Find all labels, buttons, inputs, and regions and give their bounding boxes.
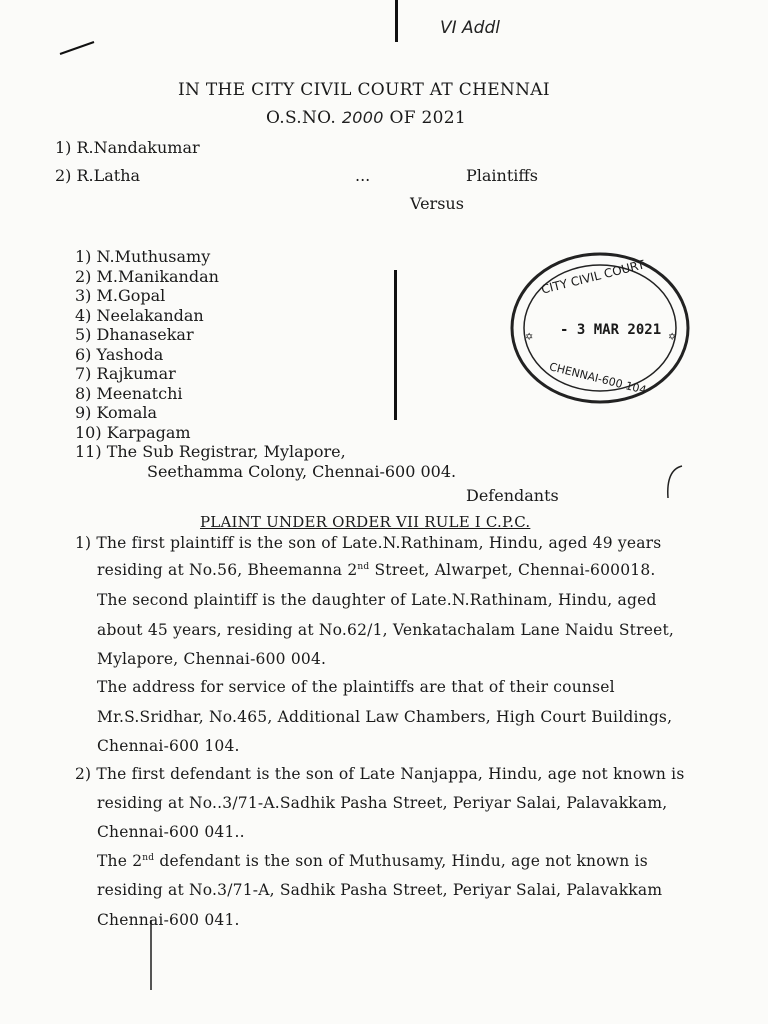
- paragraph-line: residing at No.56, Bheemanna 2nd Street, Alwarpet, Chennai-600018.: [97, 561, 656, 579]
- plaintiff-dots: ...: [355, 166, 371, 185]
- paragraph-line: The 2nd defendant is the son of Muthusamy, Hindu, age not known is: [97, 852, 648, 870]
- defendant-address: Seethamma Colony, Chennai-600 004.: [147, 461, 457, 481]
- paragraph-line: The second plaintiff is the daughter of Late.N.Rathinam, Hindu, aged: [97, 591, 657, 609]
- paragraph-line: The address for service of the plaintiffs are that of their counsel: [97, 678, 615, 696]
- defendant-item: 10) Karpagam: [75, 422, 191, 442]
- paragraph-line: 2) The first defendant is the son of Late Nanjappa, Hindu, age not known is: [75, 765, 685, 783]
- defendant-item: 8) Meenatchi: [75, 383, 183, 403]
- court-title: IN THE CITY CIVIL COURT AT CHENNAI: [178, 80, 550, 100]
- suit-prefix: O.S.NO.: [266, 108, 337, 128]
- paragraph-line: Mylapore, Chennai-600 004.: [97, 650, 327, 668]
- plaint-heading: PLAINT UNDER ORDER VII RULE I C.P.C.: [200, 513, 531, 531]
- scan-line-top: [395, 0, 398, 42]
- defendant-item: 3) M.Gopal: [75, 286, 166, 305]
- paragraph-line: residing at No.3/71-A, Sadhik Pasha Street, Periyar Salai, Palavakkam: [97, 881, 663, 899]
- defendant-item: 1) N.Muthusamy: [75, 247, 211, 266]
- defendant-item: 4) Neelakandan: [75, 305, 204, 325]
- defendant-list: [75, 247, 456, 481]
- defendant-item: 9) Komala: [75, 403, 158, 422]
- paragraph-line: about 45 years, residing at No.62/1, Venkatachalam Lane Naidu Street,: [97, 621, 675, 639]
- seal-bottom-text: CHENNAI-600 104: [547, 360, 648, 397]
- suit-suffix: OF 2021: [389, 108, 466, 128]
- handwritten-note: VI Addl: [440, 18, 500, 38]
- seal-date: - 3 MAR 2021: [560, 322, 662, 338]
- plaintiff-item: 1) R.Nandakumar: [55, 138, 200, 157]
- paragraph-line: residing at No..3/71-A.Sadhik Pasha Street, Periyar Salai, Palavakkam,: [97, 794, 668, 812]
- defendant-item: 11) The Sub Registrar, Mylapore,: [75, 442, 346, 461]
- paragraph-line: 1) The first plaintiff is the son of Late.N.Rathinam, Hindu, aged 49 years: [75, 534, 662, 552]
- svg-text:✡: ✡: [525, 332, 534, 343]
- seal-top-text: CITY CIVIL COURT: [539, 257, 647, 297]
- paragraph-line: Chennai-600 041..: [97, 823, 245, 841]
- paragraph-line: Chennai-600 104.: [97, 737, 240, 755]
- pen-mark-icon: [58, 38, 98, 58]
- defendant-item: 7) Rajkumar: [75, 364, 176, 383]
- suit-number-handwritten: 2000: [341, 108, 384, 127]
- defendant-item: 2) M.Manikandan: [75, 266, 219, 286]
- defendants-label: Defendants: [466, 486, 559, 505]
- plaintiff-item: 2) R.Latha: [55, 166, 141, 185]
- plaintiffs-label: Plaintiffs: [466, 166, 538, 185]
- defendant-item: 5) Dhanasekar: [75, 325, 194, 344]
- scan-line-left: [150, 920, 152, 990]
- paragraph-line: Mr.S.Sridhar, No.465, Additional Law Chambers, High Court Buildings,: [97, 708, 673, 726]
- suit-number: [266, 108, 466, 128]
- svg-text:✡: ✡: [668, 332, 677, 343]
- versus-label: Versus: [410, 194, 464, 213]
- paragraph-line: Chennai-600 041.: [97, 911, 240, 929]
- defendant-item: 6) Yashoda: [75, 344, 164, 364]
- pen-mark-icon: [660, 462, 690, 502]
